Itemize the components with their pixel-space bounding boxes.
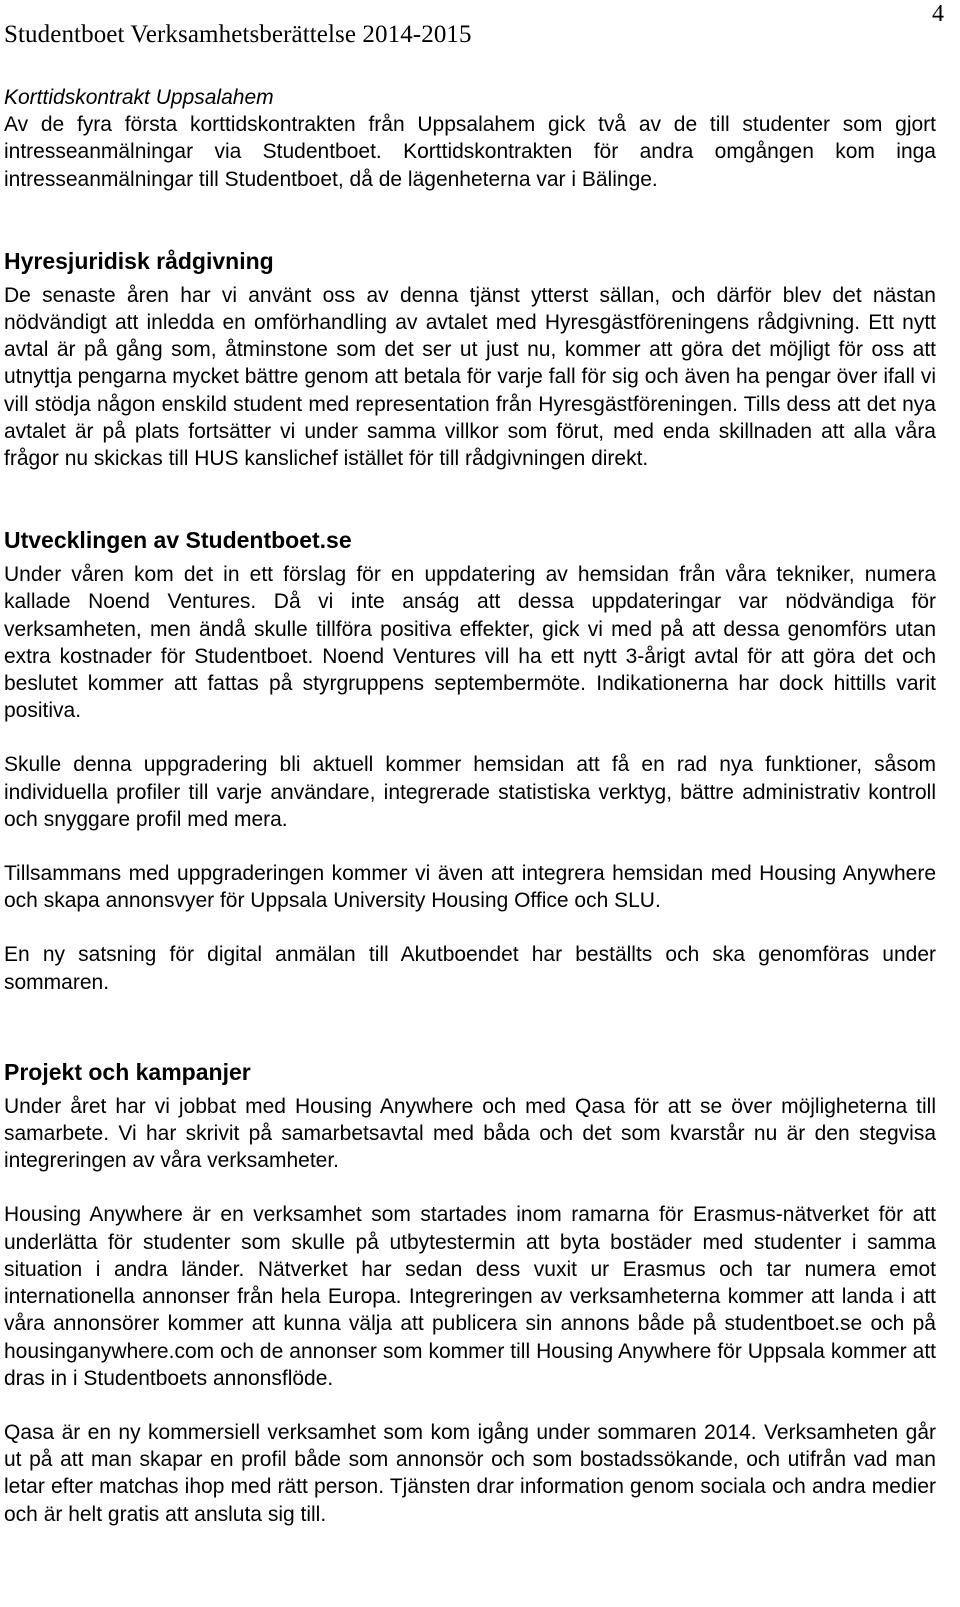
paragraph-projekt-3: Qasa är en ny kommersiell verksamhet som kom igång under sommaren 2014. Verksamheten går ut på att man skapar en profil både som annonsör och som bostadssökande, och utifrån vad man letar efter matchas ihop med rätt person. Tjänsten drar information genom sociala och andra medier och är helt gratis att ansluta sig till. bbox=[4, 1420, 936, 1526]
paragraph-korttid: Av de fyra första korttidskontrakten från Uppsalahem gick två av de till studenter som gjort intresseanmälningar via Studentboet. Korttidskontrakten för andra omgången kom inga intresseanmälningar till Studentboet, då de lägenheterna var i Bälinge. bbox=[4, 113, 936, 191]
section-heading-utvecklingen: Utvecklingen av Studentboet.se bbox=[4, 527, 352, 554]
page-number: 4 bbox=[932, 1, 944, 27]
section-heading-hyresjuridisk: Hyresjuridisk rådgivning bbox=[4, 247, 274, 274]
paragraph-utvecklingen-3: Tillsammans med uppgraderingen kommer vi även att integrera hemsidan med Housing Anywhere och skapa annonsvyer för Uppsala University Housing Office och SLU. bbox=[4, 862, 936, 913]
section-heading-projekt: Projekt och kampanjer bbox=[4, 1058, 251, 1085]
spacer bbox=[4, 996, 936, 1058]
spacer bbox=[4, 193, 936, 247]
section-heading-korttid: Korttidskontrakt Uppsalahem bbox=[4, 86, 274, 109]
spacer bbox=[4, 472, 936, 526]
spacer bbox=[4, 1174, 936, 1201]
spacer bbox=[4, 914, 936, 941]
paragraph-utvecklingen-1: Under våren kom det in ett förslag för en uppdatering av hemsidan från våra tekniker, numera kallade Noend Ventures. Då vi inte anság att dessa uppdateringar var nödvändiga för verksamheten, men ändå skulle tillföra positiva effekter, gick vi med på att dessa genomförs utan extra kostnader för Studentboet. Noend Ventures vill ha ett nytt 3-årigt avtal för att göra det och beslutet kommer att fattas på styrgruppens septembermöte. Indikationerna har dock hittills varit positiva. bbox=[4, 563, 936, 723]
running-header: Studentboet Verksamhetsberättelse 2014-2015 bbox=[4, 21, 472, 48]
paragraph-projekt-2: Housing Anywhere är en verksamhet som startades inom ramarna för Erasmus-nätverket för att underlätta för studenter som skulle på utbytestermin att byta bostäder med studenter i samma situation i andra länder. Nätverket har sedan dess vuxit ur Erasmus och tar numera emot internationella annonser från hela Europa. Integreringen av verksamheterna kommer att landa i att våra annonsörer kommer att kunna välja att publicera sin annons både på studentboet.se och på housinganywhere.com och de annonser som kommer till Housing Anywhere för Uppsala kommer att dras in i Studentboets annonsflöde. bbox=[4, 1203, 936, 1390]
paragraph-utvecklingen-2: Skulle denna uppgradering bli aktuell kommer hemsidan att få en rad nya funktioner, såsom individuella profiler till varje användare, integrerade statistiska verktyg, bättre administrativ kontroll och snyggare profil med mera. bbox=[4, 753, 936, 831]
spacer bbox=[4, 833, 936, 860]
spacer bbox=[4, 724, 936, 751]
spacer bbox=[4, 1392, 936, 1419]
paragraph-utvecklingen-4: En ny satsning för digital anmälan till Akutboendet har beställts och ska genomföras under sommaren. bbox=[4, 943, 936, 994]
page-content bbox=[4, 84, 936, 1528]
paragraph-projekt-1: Under året har vi jobbat med Housing Anywhere och med Qasa för att se över möjligheterna till samarbete. Vi har skrivit på samarbetsavtal med båda och det som kvarstår nu är den stegvisa integreringen av våra verksamheter. bbox=[4, 1094, 936, 1173]
paragraph-hyresjuridisk: De senaste åren har vi använt oss av denna tjänst ytterst sällan, och därför blev det nästan nödvändigt att inledda en omförhandling av avtalet med Hyresgästföreningens rådgivning. Ett nytt avtal är på gång som, åtminstone som det ser ut just nu, kommer att göra det möjligt för oss att utnyttja pengarna mycket bättre genom att betala för varje fall för sig och även ha pengar över ifall vi vill stödja någon enskild student med representation från Hyresgästföreningen. Tills dess att det nya avtalet är på plats fortsätter vi under samma villkor som förut, med enda skillnaden att alla våra frågor nu skickas till HUS kanslichef istället för till rådgivningen direkt. bbox=[4, 283, 936, 471]
